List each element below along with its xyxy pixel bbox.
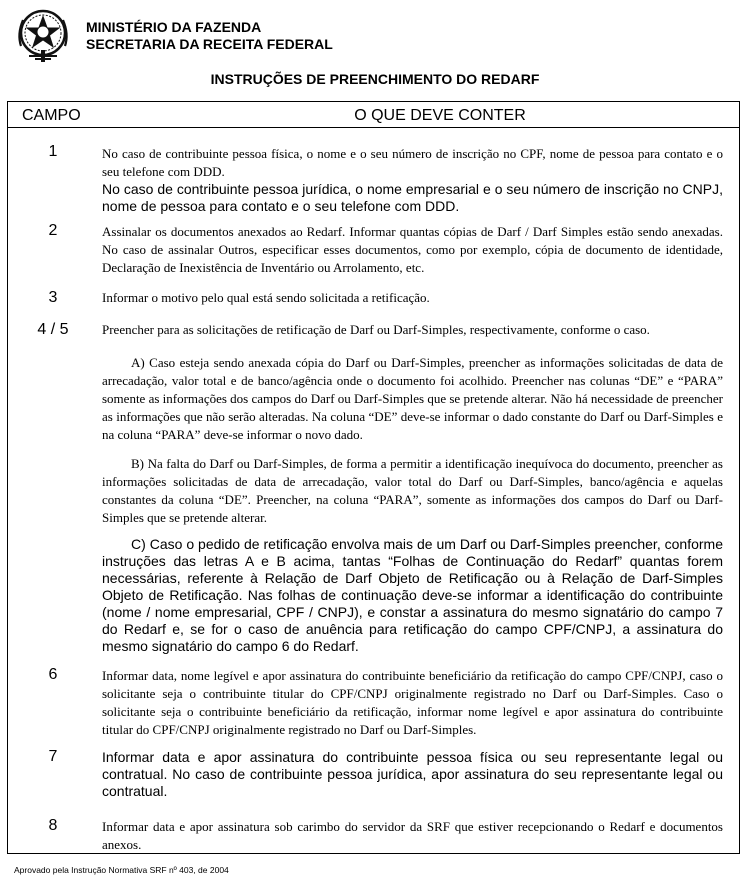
campo-1-content xyxy=(102,145,723,215)
campo-number-4-5: 4 / 5 xyxy=(37,321,69,338)
campo-1-text-pj: No caso de contribuinte pessoa jurídica, o nome empresarial e o seu número de inscrição no CNPJ, nome de pessoa para contato e o seu telefone com DDD. xyxy=(102,181,723,214)
campo-number-3: 3 xyxy=(48,289,58,306)
campo-number-8: 8 xyxy=(48,817,58,834)
header-divider xyxy=(7,127,740,128)
campo-number-6: 6 xyxy=(48,666,58,683)
ministry-name: MINISTÉRIO DA FAZENDA xyxy=(86,19,262,35)
campo-4-5-item-c xyxy=(102,536,723,655)
approval-footnote: Aprovado pela Instrução Normativa SRF nº 403, de 2004 xyxy=(14,865,229,875)
campo-6-content xyxy=(102,667,723,739)
secretariat-name: SECRETARIA DA RECEITA FEDERAL xyxy=(86,36,333,52)
campo-4-5-intro xyxy=(102,321,723,339)
campo-4-5-text: Preencher para as solicitações de retificação de Darf ou Darf-Simples, respectivamente, conforme o caso. xyxy=(102,322,650,337)
column-header-campo: CAMPO xyxy=(22,107,81,124)
campo-4-5-text-c: C) Caso o pedido de retificação envolva mais de um Darf ou Darf-Simples preencher, conforme instruções das letras A e B acima, tantas “Folhas de Continuação do Redarf” quantas forem necessárias, referente à Relação de Darf Objeto de Retificação ou à Relação de Darf-Simples Objeto de Retificação. Nas folhas de continuação deve-se informar a identificação do contribuinte (nome / nome empresarial, CPF / CNPJ), e constar a assinatura do mesmo signatário do campo 7 do Redarf e, se for o caso de anuência para retificação do campo CPF/CNPJ, a assinatura do mesmo signatário do campo 6 do Redarf. xyxy=(102,536,723,654)
campo-number-1: 1 xyxy=(48,143,58,160)
campo-1-text-pf: No caso de contribuinte pessoa física, o nome e o seu número de inscrição no CPF, nome de pessoa para contato e o seu telefone com DDD. xyxy=(102,146,723,179)
campo-number-7: 7 xyxy=(48,748,58,765)
campo-3-text: Informar o motivo pelo qual está sendo solicitada a retificação. xyxy=(102,290,430,305)
brazil-coat-of-arms-icon xyxy=(15,6,71,64)
campo-2-text: Assinalar os documentos anexados ao Redarf. Informar quantas cópias de Darf / Darf Simples estão sendo anexadas. No caso de assinalar Outros, especificar esses documentos, como por exemplo, cópia de documento de identidade, Declaração de Inexistência de Inventário ou Arrolamento, etc. xyxy=(102,224,723,275)
campo-7-text: Informar data e apor assinatura do contribuinte pessoa física ou seu representante legal ou contratual. No caso de contribuinte pessoa jurídica, apor assinatura do seu representante legal ou contratual. xyxy=(102,749,723,799)
campo-4-5-text-a: A) Caso esteja sendo anexada cópia do Darf ou Darf-Simples, preencher as informações solicitadas de data de arrecadação, valor total e de banco/agência onde o documento foi acolhido. Preencher nas colunas “DE” e “PARA” somente as informações dos campos do Darf ou Darf-Simples que se pretende alterar. Não há necessidade de preencher as informações que não serão alteradas. Na coluna “DE” deve-se informar o dado constante do Darf ou Darf-Simples e na coluna “PARA” deve-se informar o novo dado. xyxy=(102,355,723,442)
campo-8-content xyxy=(102,818,723,854)
campo-4-5-text-b: B) Na falta do Darf ou Darf-Simples, de forma a permitir a identificação inequívoca do documento, preencher as informações solicitadas de data de arrecadação, valor total do Darf ou Darf-Simples, banco/agência e aquelas constantes da coluna “DE”. Preencher, na coluna “PARA”, somente as informações dos campos do Darf ou Darf-Simples que se pretende alterar. xyxy=(102,456,723,525)
campo-2-content xyxy=(102,223,723,277)
campo-8-text: Informar data e apor assinatura sob carimbo do servidor da SRF que estiver recepcionando o Redarf e documentos anexos. xyxy=(102,819,723,852)
campo-3-content xyxy=(102,289,723,307)
campo-4-5-item-a xyxy=(102,354,723,444)
column-header-conteudo: O QUE DEVE CONTER xyxy=(354,107,526,124)
campo-number-2: 2 xyxy=(48,222,58,239)
campo-4-5-item-b xyxy=(102,455,723,527)
document-title: INSTRUÇÕES DE PREENCHIMENTO DO REDARF xyxy=(210,71,540,87)
campo-6-text: Informar data, nome legível e apor assinatura do contribuinte beneficiário da retificação do campo CPF/CNPJ, caso o solicitante seja o contribuinte titular do CPF/CNPJ originalmente registrado no Darf ou Darf-Simples. Caso o solicitante seja o contribuinte beneficiário da retificação, informar nome legível e apor assinatura do contribuinte titular do CPF/CNPJ originalmente registrado no Darf ou Darf-Simples. xyxy=(102,668,723,737)
campo-7-content xyxy=(102,749,723,800)
